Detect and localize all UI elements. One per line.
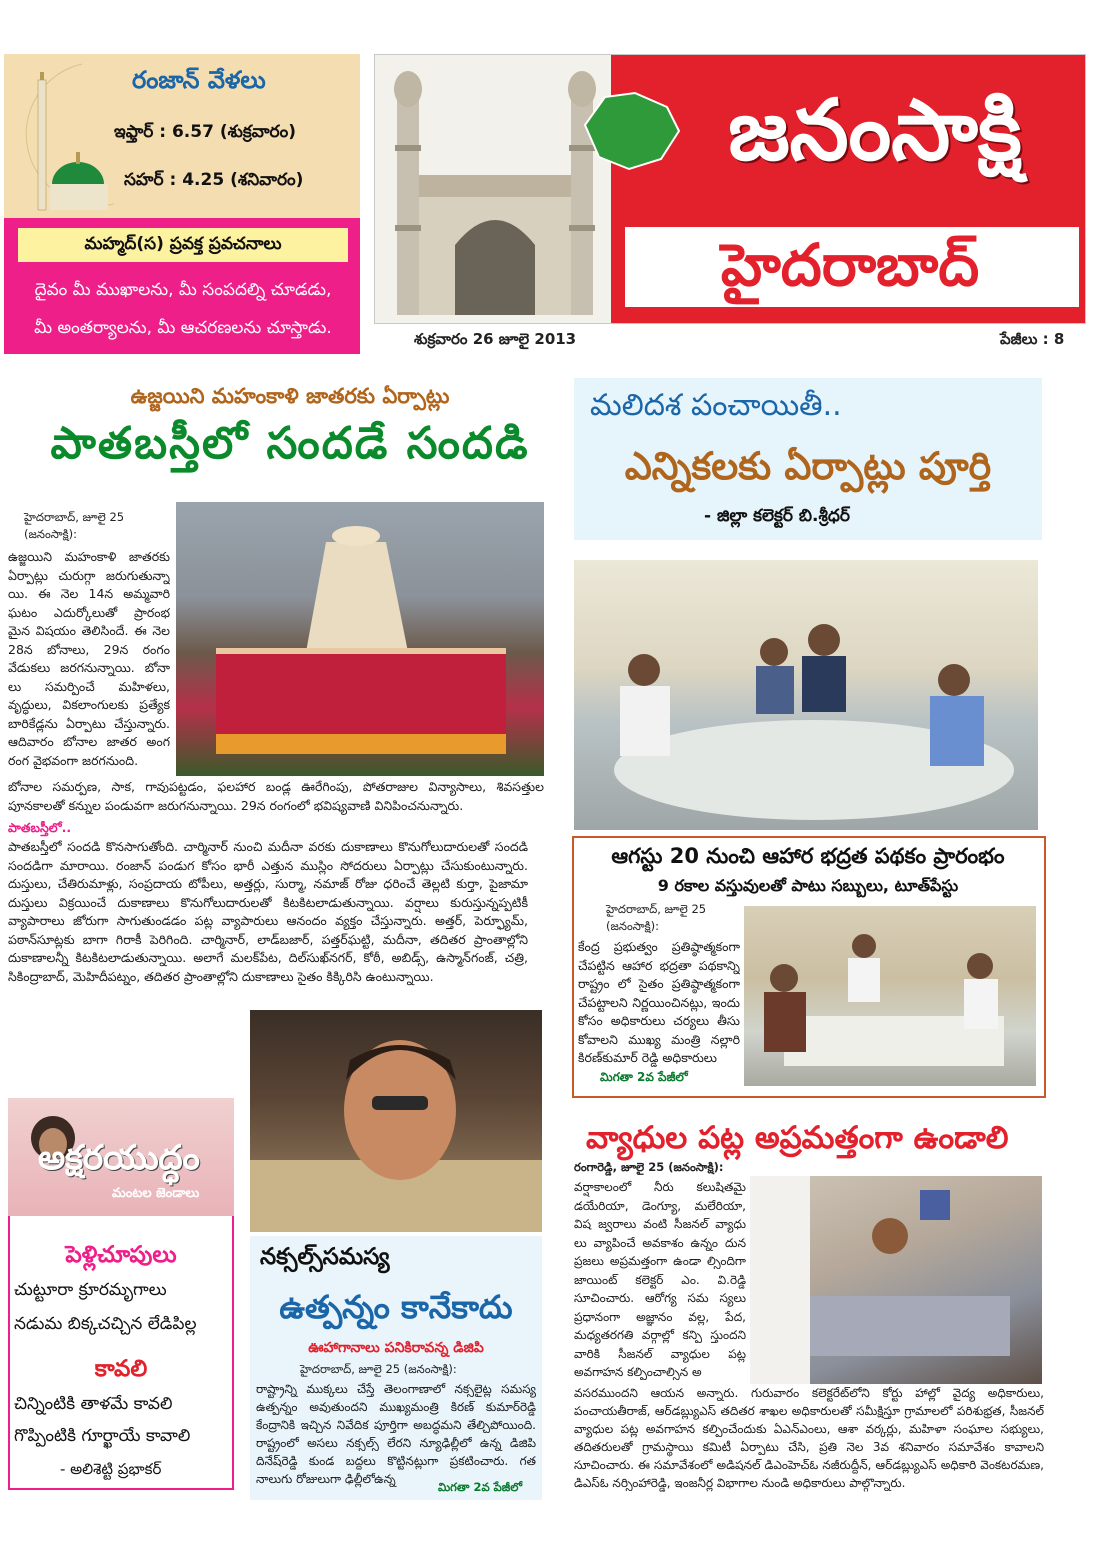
disease-body: వర్షాకాలంలో నీరు కలుషితమై డయేరియా, డెంగ్యూ, మలేరియా, విష జ్వరాలు వంటి సీజనల్ వ్యాధు లు వ్యాపించే అవకాశం ఉన్నం దున ప్రజలు అప్రమత్తంగా ఉండా ల్సిందిగా జాయింట్ కలెక్టర్ ఎం. వి.రెడ్డి సూచించారు. ఆరోగ్య సమ స్యలు ప్రధానంగా అజ్ఞానం వల్ల, పేద, మధ్యతరగతి వర్గాల్లో కన్పి స్తుందని వారికి సీజనల్ వ్యాధుల పట్ల అవగాహన కల్పించాల్సిన అ <box>574 1180 746 1379</box>
naxal-body: రాష్ట్రాన్ని ముక్కలు చేస్తే తెలంగాణాలో నక్సలైట్ల సమస్య ఉత్పన్నం అవుతుందని ముఖ్యమంత్రి కిరణ్ కుమార్‌రెడ్డి కేంద్రానికి ఇచ్చిన నివేదిక పూర్తిగా అబద్ధమని తేల్చిపోయింది. రాష్ట్రంలో అసలు నక్సల్స్ లేరని న్యూఢిల్లీలో ఉన్న డిజిపి దినేష్‌రెడ్డి కుండ బద్దలు కొట్టినట్లుగా ప్రకటించారు. గత నాలుగు రోజులుగా ఢిల్లీలోఉన్న <box>256 1382 536 1486</box>
masthead-city: హైదరాబాద్ <box>720 231 980 299</box>
panchayat-byline: - జిల్లా కలెక్టర్ బి.శ్రీధర్ <box>704 506 850 526</box>
panchayat-headline: ఎన్నికలకు ఏర్పాట్లు పూర్తి <box>624 444 992 488</box>
poem2-title: కావలి <box>94 1356 148 1382</box>
dgp-portrait-photo <box>250 1010 542 1232</box>
quote-line-2: మీ అంతర్యాలను, మీ ఆచరణలను చూస్తాడు. <box>34 318 332 338</box>
naxal-subhead: ఊహాగానాలు పనికిరావన్న డిజిపి <box>308 1340 484 1356</box>
bonalu-dateline: హైదరాబాద్, జూలై 25 (జనంసాక్షి): <box>24 510 125 541</box>
disease-body-2: వసరముందని ఆయన అన్నారు. గురువారం కలెక్టరేట్‌లోని కోర్టు హాల్లో వైద్య అధికారులు, పంచాయతీరాజ్, ఆర్‌డబ్ల్యుఎస్ తదితర శాఖల అధికారులతో సమీక్షిస్తూ గ్రామాలలో పరిశుభ్రత, సీజనల్ వ్యాధుల పట్ల అవగాహన కల్పించేందుకు ఏఎన్ఎంలు, ఆశా వర్కర్లు, మహిళా సంఘాల సభ్యులు, తదితరులతో గ్రామస్థాయి కమిటీ ఏర్పాటు చేసి, ప్రతి నెల 3వ శనివారం సమావేశం కావాలని సూచించారు. ఈ సమావేశంలో అడిషనల్ డిఎంహెచ్ఓ నజీరుద్దీన్, ఆర్‌డబ్ల్యుఎస్ అధికారి వెంకటరమణ, డిఎస్ఓ నర్సింహారెడ్డి, ఇంజనీర్ల విభాగాల నుండి అధికారులు పాల్గొన్నారు. <box>574 1386 1044 1490</box>
poem2-line2: గొప్పింటికి గూర్ఖాయే కావాలి <box>14 1426 191 1446</box>
food-subhead: 9 రకాల వస్తువులతో పాటు సబ్బులు, టూత్‌పేస్టు <box>657 876 959 895</box>
food-headline: ఆగస్టు 20 నుంచి ఆహార భద్రత పథకం ప్రారంభం <box>611 844 1005 868</box>
meeting-scene <box>574 560 1038 830</box>
naxal-dateline: హైదరాబాద్, జూలై 25 (జనంసాక్షి): <box>300 1362 457 1376</box>
ramzan-box <box>4 54 360 218</box>
masthead <box>374 54 1086 324</box>
prophet-quote-box <box>4 218 360 354</box>
bonalu-body-2: పాతబస్తీలో సందడి కొనసాగుతోంది. చార్మినార్ నుంచి మదీనా వరకు దుకాణాలు కొనుగోలుదారులతో సందడి సందడిగా మారాయి. రంజాన్ పండుగ కోసం భారీ ఎత్తున ముస్లిం సోదరులు ఏర్పాట్లు చేసుకుంటున్నారు. దుస్తులు, చేతిరుమాళ్లు, సంప్రదాయ టోపీలు, అత్తర్లు, సుర్మా, నమాజ్ రోజు ధరించే తెల్లటి కుర్తా, పైజామా దుస్తులు విక్రయించే దుకాణాలు కొనుగోలుదారులతో కిటకిటలాడుతున్నాయి. వర్షాలు కురుస్తున్నప్పటికీ వ్యాపారాలు జోరుగా సాగుతుండడం పట్ల వ్యాపారులు ఆనందం వ్యక్తం చేస్తున్నారు. అత్తర్, పెర్ఫ్యూమ్, పఠాన్‌సూట్లకు బాగా గిరాకీ పెరిగింది. చార్మినార్, లాడ్‌బజార్, పత్తర్‌ఘట్టి, మదీనా, తదితర ప్రాంతాల్లోని దుకాణాలన్నీ కిటకిటలాడుతున్నాయి. అలాగే మలక్‌పేట, దిల్‌సుఖ్‌నగర్, కోఠీ, అబిడ్స్, ఉస్మాన్‌గంజ్, చత్రి, సికింద్రాబాద్, మెహిదీపట్నం, తదితర ప్రాంతాల్లోని దుకాణాలు సైతం కిక్కిరిసి ఉంటున్నాయి. <box>8 839 528 984</box>
poem1-line1: చుట్టూరా క్రూరమృగాలు <box>14 1280 167 1300</box>
quote-title-text: మహ్మద్(స) ప్రవక్త ప్రవచనాలు <box>84 234 282 254</box>
food-meeting-photo <box>744 906 1036 1086</box>
ramzan-title: రంజాన్ వేళలు <box>132 66 266 94</box>
quote-line-1: దైవం మీ ముఖాలను, మీ సంపదల్ని చూడడు, <box>34 280 332 300</box>
bonalu-headline: పాతబస్తీలో సందడే సందడి <box>50 418 530 469</box>
bonalu-kicker: ఉజ్జయిని మహంకాళి జాతరకు ఏర్పాట్లు <box>130 384 450 408</box>
food-body: కేంద్ర ప్రభుత్వం ప్రతిష్ఠాత్మకంగా చేపట్టిన ఆహార భద్రతా పథకాన్ని రాష్ట్రం లో సైతం ప్రతిష్ఠాత్మకంగా చేపట్టాలని నిర్ణయించినట్లు, ఇందు కోసం అధికారులు చర్యలు తీసు కోవాలని ముఖ్య మంత్రి నల్లారి కిరణ్‌కుమార్ రెడ్డి అధికారులు <box>578 939 740 1065</box>
masthead-name: జనంసాక్షి <box>728 81 1022 179</box>
panchayat-box <box>574 378 1042 540</box>
panchayat-kicker: మలిదశ పంచాయితీ.. <box>590 388 842 423</box>
dgp-portrait <box>250 1010 542 1232</box>
bonalu-full-text: బోనాల సమర్పణ, సాక, గావుపట్టడం, ఫలహార బండ్ల ఊరేగింపు, పోతరాజుల విన్యాసాలు, శివసత్తుల పూనకాలతో కన్నుల పండువగా జరుగనున్నాయి. 29న రంగంలో భవిష్యవాణి వినిపించనున్నారు. <box>8 779 544 813</box>
poem2-line1: చిన్నింటికి తాళమే కావలి <box>14 1394 173 1414</box>
poetry-banner <box>8 1098 234 1216</box>
disease-headline: వ్యాధుల పట్ల అప్రమత్తంగా ఉండాలి <box>586 1120 1009 1156</box>
hospital-scene <box>750 1176 1042 1384</box>
temple-tower-icon <box>176 502 544 776</box>
bonalu-column-text: ఉజ్జయిని మహంకాళి జాతరకు ఏర్పాట్లు చురుగ్గా జరుగుతున్నా యి. ఈ నెల 14న అమ్మవారి ఘటం ఎదుర్కోలుతో ప్రారంభ మైన విషయం తెలిసిందే. ఈ నెల 28న బోనాలు, 29న రంగం వేడుకలు జరగనున్నాయి. బోనా లు సమర్పించే మహిళలు, వృద్ధులు, వికలాంగులకు ప్రత్యేక బారికేడ్లను ఏర్పాటు చేస్తున్నారు. ఆదివారం బోనాల జాతర అంగ రంగ వైభవంగా జరగనుంది. <box>8 549 170 768</box>
poetry-column-sub: మంటల జెండాలు <box>112 1186 200 1201</box>
food-continued: మిగతా 2వ పేజీలో <box>600 1070 688 1084</box>
poetry-author: - అలిశెట్టి ప్రభాకర్ <box>60 1460 162 1478</box>
hospital-photo <box>750 1176 1042 1384</box>
bonalu-subhead: పాతబస్తీలో.. <box>8 820 72 835</box>
poetry-column-title: అక్షరయుద్ధం <box>38 1138 200 1178</box>
food-meeting-scene <box>744 906 1036 1086</box>
food-dateline: హైదరాబాద్, జూలై 25 (జనంసాక్షి): <box>606 902 707 933</box>
poem1-line2: నడుమ బిక్కచచ్చిన లేడిపిల్ల <box>14 1314 197 1334</box>
naxal-kicker: నక్సల్స్‌సమస్య <box>260 1244 390 1270</box>
collector-meeting-photo <box>574 560 1038 830</box>
page-count: పేజీలు : 8 <box>1000 330 1065 348</box>
disease-dateline: రంగారెడ్డి, జూలై 25 (జనంసాక్షి): <box>574 1160 724 1174</box>
naxal-continued: మిగతా 2వ పేజీలో <box>434 1480 522 1497</box>
iftar-time: ఇఫ్తార్ : 6.57 (శుక్రవారం) <box>114 122 296 142</box>
mosque-icon <box>34 72 114 212</box>
bonalu-temple-photo <box>176 502 544 776</box>
issue-date: శుక్రవారం 26 జూలై 2013 <box>414 330 577 348</box>
sahar-time: సహర్ : 4.25 (శనివారం) <box>124 170 304 190</box>
naxal-headline: ఉత్పన్నం కానేకాదు <box>279 1288 513 1326</box>
poem1-title: పెళ్లిచూపులు <box>65 1242 177 1268</box>
